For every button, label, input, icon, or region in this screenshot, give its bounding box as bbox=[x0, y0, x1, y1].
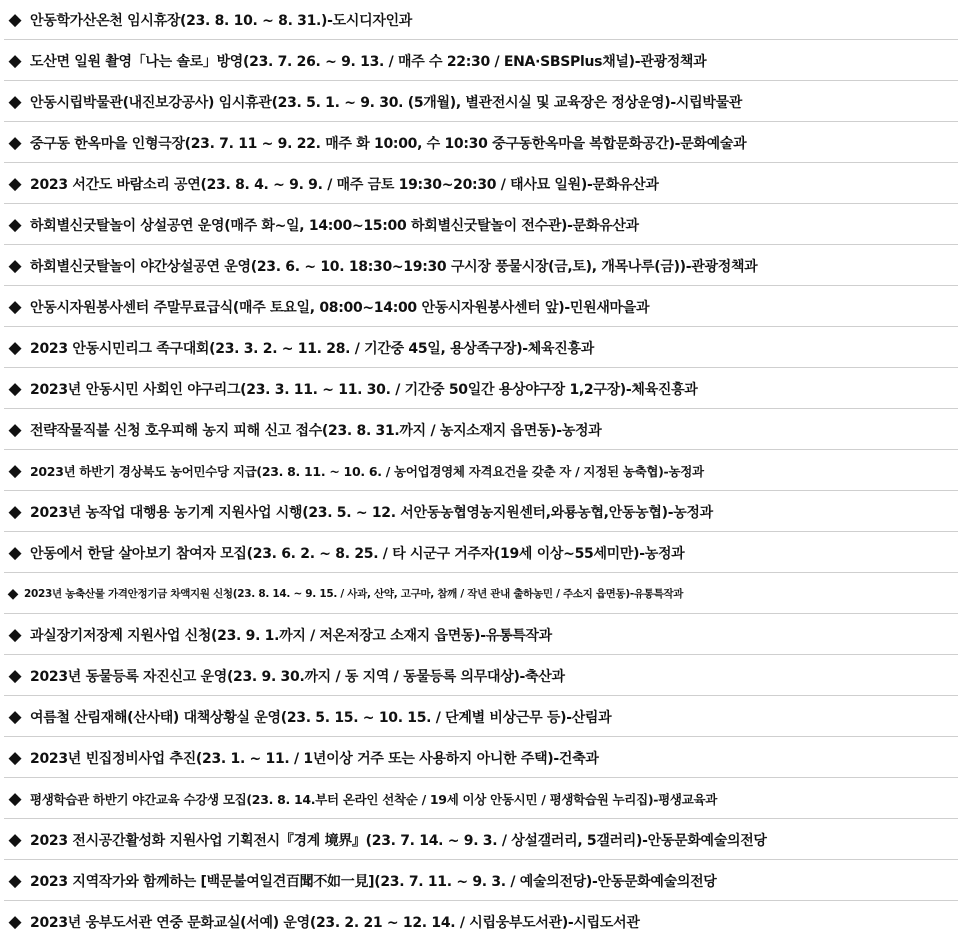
diamond-bullet-icon: ◆ bbox=[8, 173, 22, 194]
diamond-bullet-icon: ◆ bbox=[8, 255, 22, 276]
list-item-text: 평생학습관 하반기 야간교육 수강생 모집(23. 8. 14.부터 온라인 선착순 / 19세 이상 안동시민 / 평생학습원 누리집)-평생교육과 bbox=[30, 791, 718, 807]
list-item[interactable] bbox=[4, 41, 958, 81]
list-item[interactable] bbox=[4, 779, 958, 819]
list-item[interactable] bbox=[4, 369, 958, 409]
diamond-bullet-icon: ◆ bbox=[8, 501, 22, 522]
list-item[interactable] bbox=[4, 328, 958, 368]
diamond-bullet-icon: ◆ bbox=[8, 91, 22, 112]
diamond-bullet-icon: ◆ bbox=[8, 624, 22, 645]
list-item[interactable] bbox=[4, 451, 958, 491]
list-item-text: 과실장기저장제 지원사업 신청(23. 9. 1.까지 / 저온저장고 소재지 읍면동)-유통특작과 bbox=[30, 627, 552, 644]
diamond-bullet-icon: ◆ bbox=[8, 9, 22, 30]
list-item[interactable] bbox=[4, 0, 958, 40]
list-item[interactable] bbox=[4, 287, 958, 327]
list-item-text: 2023년 하반기 경상북도 농어민수당 지급(23. 8. 11. ~ 10. 6. / 농어업경영체 자격요건을 갖춘 자 / 지정된 농축협)-농정과 bbox=[30, 463, 704, 479]
list-item[interactable] bbox=[4, 492, 958, 532]
list-item-text: 2023 지역작가와 함께하는 [백문불여일견百聞不如一見](23. 7. 11. ~ 9. 3. / 예술의전당)-안동문화예술의전당 bbox=[30, 873, 717, 890]
diamond-bullet-icon: ◆ bbox=[8, 706, 22, 727]
diamond-bullet-icon: ◆ bbox=[8, 912, 22, 932]
list-item-text: 2023년 웅부도서관 연중 문화교실(서예) 운영(23. 2. 21 ~ 12. 14. / 시립웅부도서관)-시립도서관 bbox=[30, 915, 640, 931]
list-item-text: 안동학가산온천 임시휴장(23. 8. 10. ~ 8. 31.)-도시디자인과 bbox=[30, 12, 413, 29]
diamond-bullet-icon: ◆ bbox=[7, 585, 19, 602]
list-item-text: 안동시자원봉사센터 주말무료급식(매주 토요일, 08:00~14:00 안동시자원봉사센터 앞)-민원새마을과 bbox=[30, 299, 650, 316]
list-item[interactable] bbox=[4, 410, 958, 450]
diamond-bullet-icon: ◆ bbox=[8, 870, 22, 891]
diamond-bullet-icon: ◆ bbox=[8, 337, 22, 358]
list-item-text: 전략작물직불 신청 호우피해 농지 피해 신고 접수(23. 8. 31.까지 / 농지소재지 읍면동)-농정과 bbox=[30, 422, 602, 439]
list-item-text: 하회별신굿탈놀이 야간상설공연 운영(23. 6. ~ 10. 18:30~19:30 구시장 풍물시장(금,토), 개목나루(금))-관광정책과 bbox=[30, 258, 758, 275]
list-item[interactable] bbox=[4, 820, 958, 860]
diamond-bullet-icon: ◆ bbox=[8, 132, 22, 153]
list-item-text: 2023년 안동시민 사회인 야구리그(23. 3. 11. ~ 11. 30. / 기간중 50일간 용상야구장 1,2구장)-체육진흥과 bbox=[30, 381, 698, 398]
list-item[interactable] bbox=[4, 246, 958, 286]
list-item[interactable] bbox=[4, 656, 958, 696]
list-item-text: 여름철 산림재해(산사태) 대책상황실 운영(23. 5. 15. ~ 10. 15. / 단계별 비상근무 등)-산림과 bbox=[30, 709, 612, 726]
list-item-text: 중구동 한옥마을 인형극장(23. 7. 11 ~ 9. 22. 매주 화 10:00, 수 10:30 중구동한옥마을 복합문화공간)-문화예술과 bbox=[30, 135, 747, 152]
list-item[interactable] bbox=[4, 533, 958, 573]
diamond-bullet-icon: ◆ bbox=[8, 419, 22, 440]
diamond-bullet-icon: ◆ bbox=[8, 214, 22, 235]
diamond-bullet-icon: ◆ bbox=[8, 296, 22, 317]
list-item[interactable] bbox=[4, 738, 958, 778]
list-item-text: 2023년 동물등록 자진신고 운영(23. 9. 30.까지 / 동 지역 / 동물등록 의무대상)-축산과 bbox=[30, 668, 565, 685]
list-item[interactable] bbox=[4, 164, 958, 204]
list-item-text: 안동시립박물관(내진보강공사) 임시휴관(23. 5. 1. ~ 9. 30. (5개월), 별관전시실 및 교육장은 정상운영)-시립박물관 bbox=[30, 94, 742, 111]
list-item-text: 2023 서간도 바람소리 공연(23. 8. 4. ~ 9. 9. / 매주 금토 19:30~20:30 / 태사묘 일원)-문화유산과 bbox=[30, 176, 659, 193]
list-item[interactable] bbox=[4, 123, 958, 163]
list-item[interactable] bbox=[4, 205, 958, 245]
diamond-bullet-icon: ◆ bbox=[8, 460, 22, 481]
list-item[interactable] bbox=[4, 861, 958, 901]
list-item-text: 2023년 빈집정비사업 추진(23. 1. ~ 11. / 1년이상 거주 또는 사용하지 아니한 주택)-건축과 bbox=[30, 750, 599, 767]
list-item-text: 안동에서 한달 살아보기 참여자 모집(23. 6. 2. ~ 8. 25. / 타 시군구 거주자(19세 이상~55세미만)-농정과 bbox=[30, 545, 685, 562]
diamond-bullet-icon: ◆ bbox=[8, 665, 22, 686]
list-item-text: 2023 안동시민리그 족구대회(23. 3. 2. ~ 11. 28. / 기간중 45일, 용상족구장)-체육진흥과 bbox=[30, 340, 594, 357]
list-item-text: 2023년 농축산물 가격안정기금 차액지원 신청(23. 8. 14. ~ 9. 15. / 사과, 산약, 고구마, 참깨 / 작년 관내 출하농민 / 주소지 읍면동)-유통특작과 bbox=[24, 588, 684, 600]
diamond-bullet-icon: ◆ bbox=[8, 542, 22, 563]
list-item[interactable] bbox=[4, 574, 958, 614]
list-item[interactable] bbox=[4, 902, 958, 942]
list-item-text: 2023 전시공간활성화 지원사업 기획전시『경계 境界』(23. 7. 14. ~ 9. 3. / 상설갤러리, 5갤러리)-안동문화예술의전당 bbox=[30, 832, 767, 849]
list-item-text: 하회별신굿탈놀이 상설공연 운영(매주 화~일, 14:00~15:00 하회별신굿탈놀이 전수관)-문화유산과 bbox=[30, 217, 639, 234]
list-item[interactable] bbox=[4, 615, 958, 655]
diamond-bullet-icon: ◆ bbox=[8, 747, 22, 768]
diamond-bullet-icon: ◆ bbox=[8, 50, 22, 71]
list-item-text: 도산면 일원 촬영「나는 솔로」방영(23. 7. 26. ~ 9. 13. / 매주 수 22:30 / ENA·SBSPlus채널)-관광정책과 bbox=[30, 53, 707, 70]
list-item[interactable] bbox=[4, 697, 958, 737]
diamond-bullet-icon: ◆ bbox=[8, 829, 22, 850]
list-item[interactable] bbox=[4, 82, 958, 122]
list-item-text: 2023년 농작업 대행용 농기계 지원사업 시행(23. 5. ~ 12. 서안동농협영농지원센터,와룡농협,안동농협)-농정과 bbox=[30, 504, 713, 521]
diamond-bullet-icon: ◆ bbox=[8, 378, 22, 399]
diamond-bullet-icon: ◆ bbox=[8, 788, 22, 809]
